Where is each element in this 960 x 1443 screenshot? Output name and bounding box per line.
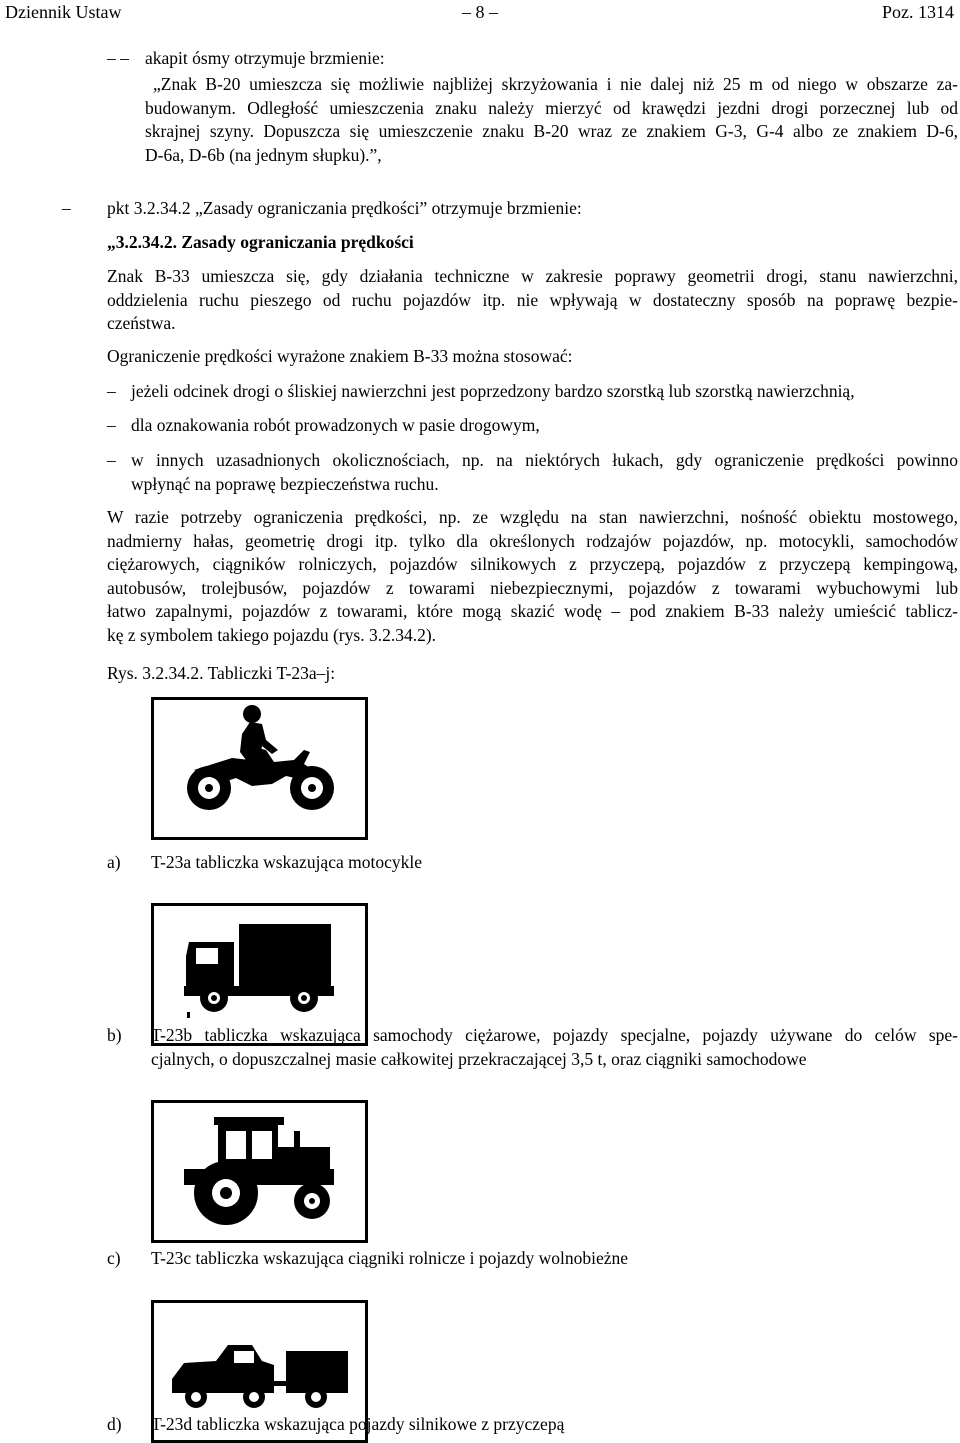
text-line: Znak B-33 umieszcza się, gdy działania techniczne w zakresie poprawy geometrii drogi, stanu nawierzchni, [107, 266, 958, 286]
caption-line: cjalnych, o dopuszczalnej masie całkowitej przekraczającej 3,5 t, oraz ciągniki samochodowe [151, 1048, 807, 1069]
text-line: łatwo zapalnymi, pojazdów z towarami, które mogą skazić wodę – pod znakiem B-33 należy umieścić tablicz- [107, 601, 958, 621]
caption-text: T-23a tabliczka wskazująca motocykle [151, 852, 422, 872]
quote-line: „Znak B-20 umieszcza się możliwie najbliżej skrzyżowania i nie dalej niż 25 m od niego w obszarze za- [153, 74, 958, 94]
list-dash: – [107, 450, 116, 470]
text-line: czeństwa. [107, 313, 176, 333]
text-line: ciężarowych, ciągników rolniczych, pojazdów silnikowych z przyczepą, pojazdów z przyczepą kempingową, [107, 554, 958, 574]
caption-letter: c) [107, 1248, 121, 1268]
page-number: – 8 – [462, 2, 498, 22]
figure-title: Rys. 3.2.34.2. Tabliczki T-23a–j: [107, 663, 336, 683]
caption-text: T-23c tabliczka wskazująca ciągniki rolnicze i pojazdy wolnobieżne [151, 1248, 629, 1268]
text-line: autobusów, trolejbusów, pojazdów z towarami niebezpiecznymi, pojazdów z towarami wybuchowymi lub [107, 577, 958, 598]
page-header [0, 0, 960, 24]
quote-paragraph [145, 73, 958, 167]
list-dash: – [107, 415, 116, 435]
sign-t23a [151, 697, 368, 840]
list-item-line: w innych uzasadnionych okolicznościach, np. na niektórych łukach, gdy ograniczenie prędkości powinno [131, 450, 958, 470]
quote-line: skrajnej szyny. Dopuszcza się umieszczenie znaku B-20 wraz ze znakiem G-3, G-4 albo ze znakiem D-6, [145, 121, 958, 141]
text-line: nadmierny hałas, geometrię drogi itp. tylko dla określonych rodzajów pojazdów, np. motocykli, samochodów [107, 530, 958, 551]
paragraph-vehicles [107, 506, 958, 647]
quote-line: budowanym. Odległość umieszczenia znaku należy mierzyć od krawędzi jezdni drogi porzecznej lub od [145, 97, 958, 118]
pkt-line: pkt 3.2.34.2 „Zasady ograniczania prędkości” otrzymuje brzmienie: [107, 198, 582, 218]
truck-icon [154, 906, 365, 1043]
caption-letter: d) [107, 1414, 122, 1434]
list-item: dla oznakowania robót prowadzonych w pasie drogowym, [131, 415, 540, 435]
sign-t23c [151, 1100, 368, 1243]
list-item [131, 449, 958, 496]
pkt-dash: – [62, 198, 71, 218]
intro-dashes: – – [107, 48, 129, 68]
journal-title: Dziennik Ustaw [5, 2, 122, 22]
caption-line: T-23b tabliczka wskazująca samochody ciężarowe, pojazdy specjalne, pojazdy używane do celów spe- [151, 1025, 958, 1045]
motorcycle-icon [154, 700, 365, 837]
list-item-line: wpłynąć na poprawę bezpieczeństwa ruchu. [131, 473, 439, 494]
caption-letter: a) [107, 852, 121, 872]
quote-line: D-6a, D-6b (na jednym słupku).”, [145, 144, 382, 165]
caption-text [151, 1024, 958, 1071]
text-line: kę z symbolem takiego pojazdu (rys. 3.2.34.2). [107, 624, 437, 645]
intro-line: akapit ósmy otrzymuje brzmienie: [145, 48, 385, 68]
text-line: W razie potrzeby ograniczenia prędkości, np. ze względu na stan nawierzchni, nośność obiektu mostowego, [107, 507, 958, 527]
list-dash: – [107, 381, 116, 401]
paragraph-b33 [107, 265, 958, 336]
text-line: oddzielenia ruchu pieszego od ruchu pojazdów itp. nie wpływają w dostateczny sposób na poprawę bezpie- [107, 289, 958, 310]
list-item: jeżeli odcinek drogi o śliskiej nawierzchni jest poprzedzony bardzo szorstką lub szorstką nawierzchnią, [131, 381, 855, 401]
paragraph-usage: Ograniczenie prędkości wyrażone znakiem B-33 można stosować: [107, 346, 573, 366]
caption-text: T-23d tabliczka wskazująca pojazdy silnikowe z przyczepą [151, 1414, 565, 1434]
section-heading: „3.2.34.2. Zasady ograniczania prędkości [107, 232, 414, 252]
position-number: Poz. 1314 [882, 2, 954, 22]
tractor-icon [154, 1103, 365, 1240]
caption-letter: b) [107, 1025, 122, 1045]
